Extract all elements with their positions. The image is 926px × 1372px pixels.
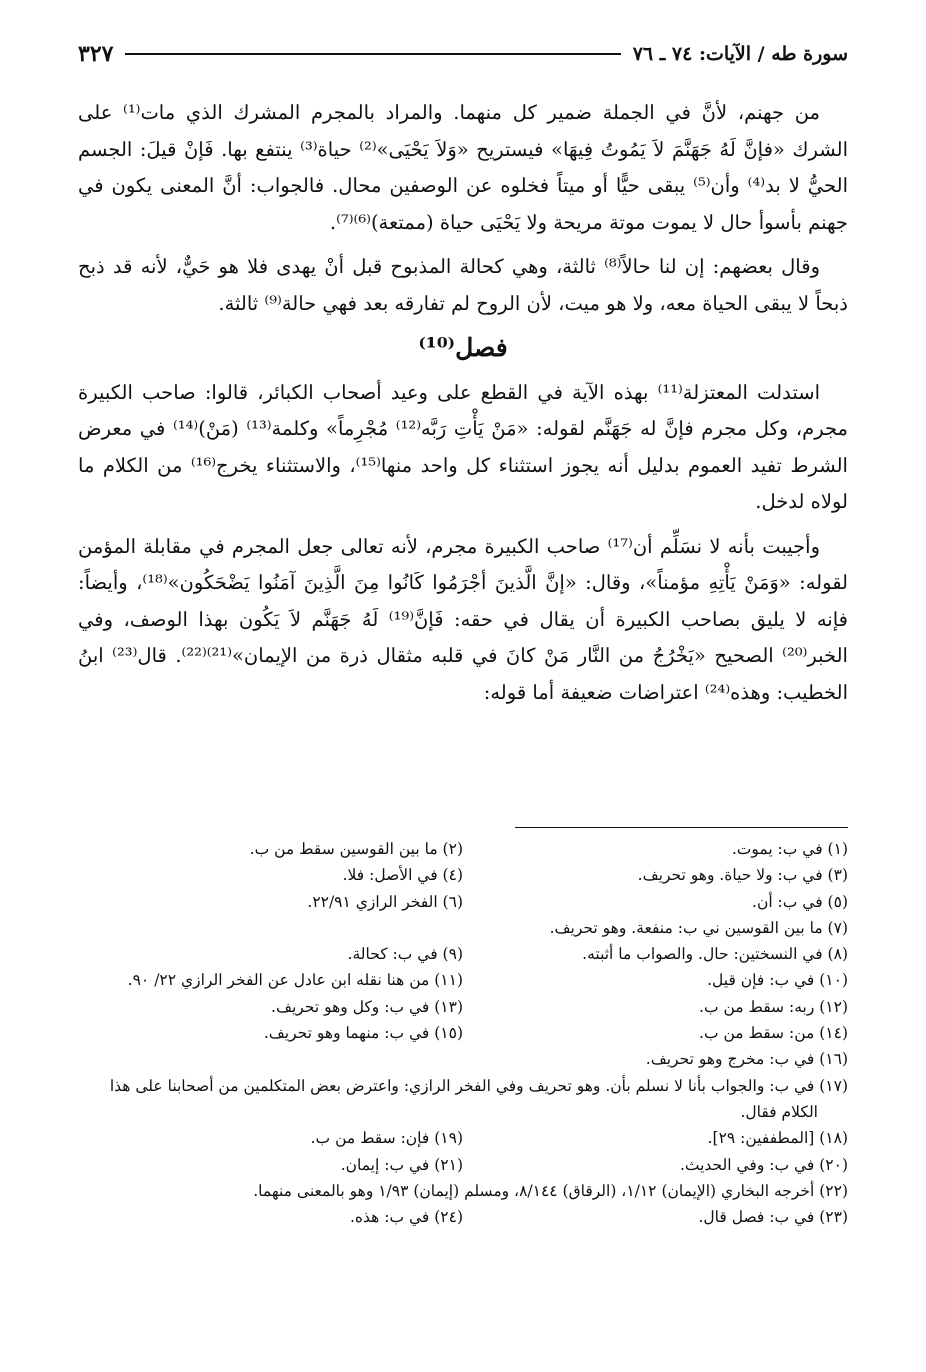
footnote: (٩) في ب: كحالة. xyxy=(347,945,463,964)
footnote-row xyxy=(78,862,848,888)
footnote-row xyxy=(78,1073,848,1126)
footnote-row xyxy=(78,1125,848,1151)
footnote: (٨) في النسختين: حال. والصواب ما أثبته. xyxy=(582,945,848,964)
footnote: (١٨) [المطففين: ٢٩]. xyxy=(707,1129,848,1148)
footnote: (٢١) في ب: إيمان. xyxy=(340,1155,463,1174)
footnote: (٢) ما بين القوسين سقط من ب. xyxy=(249,840,463,858)
footnote: (١٩) فإن: سقط من ب. xyxy=(310,1129,463,1148)
footnote: (٢٤) في ب: هذه. xyxy=(349,1208,463,1227)
footnote: (٢٢) أخرجه البخاري (الإيمان) ١/١٢، (الرقاق) ٨/١٤٤، ومسلم (إيمان) ١/٩٣ وهو بالمعنى منهما. xyxy=(253,1181,848,1200)
footnote: (١٠) في ب: فإن قيل. xyxy=(707,971,848,990)
footnote-row xyxy=(78,967,848,993)
main-text xyxy=(78,95,848,719)
footnote-row xyxy=(78,915,848,941)
footnote-row xyxy=(78,1046,848,1072)
paragraph-1: من جهنم، لأنَّ في الجملة ضمير كل منهما. والمراد بالمجرم المشرك الذي مات⁽¹⁾ على الشرك «فإنَّ لَهُ جَهَنَّمَ لاَ يَمُوتُ فِيهَا» فيستريح «وَلاَ يَحْيَى»⁽²⁾ حياة⁽³⁾ ينتفع بها. فَإنْ قيلَ: الجسم الحيُّ لا بد⁽⁴⁾ وأن⁽⁵⁾ يبقى حيًّا أو ميتاً فخلوه عن الوصفين محال. فالجواب: أنَّ المعنى يكون في جهنم بأسوأ حال لا يموت موتة مريحة ولا يَحْيَى حياة (ممتعة)⁽⁶⁾⁽⁷⁾. xyxy=(78,101,848,234)
footnote: (١٢) ربه: سقط من ب. xyxy=(699,997,848,1016)
footnote-row xyxy=(78,836,848,862)
section-heading: فصل⁽¹⁰⁾ xyxy=(418,333,508,362)
footnote: (١١) من هنا نقله ابن عادل عن الفخر الرازي ٢٢/ ٩٠. xyxy=(127,971,463,990)
surah-title: سورة طه / الآيات: ٧٤ ـ ٧٦ xyxy=(632,43,848,65)
footnote: (٧) ما بين القوسين ني ب: منفعة. وهو تحريف. xyxy=(549,918,848,937)
header-rule xyxy=(125,53,620,55)
footnote: (٦) الفخر الرازي ٢٢/٩١. xyxy=(307,892,463,911)
footnote-row xyxy=(78,1204,848,1230)
paragraph-3: استدلت المعتزلة⁽¹¹⁾ بهذه الآية في القطع على وعيد أصحاب الكبائر، قالوا: صاحب الكبيرة مجرم، وكل مجرم فإنَّ له جَهَنَّم لقوله: «مَنْ يَأْتِ رَبَّه⁽¹²⁾ مُجْرِماً» وكلمة⁽¹³⁾ (مَنْ)⁽¹⁴⁾ في معرض الشرط تفيد العموم بدليل أنه يجوز استثناء كل واحد منها⁽¹⁵⁾، والاستثناء يخرج⁽¹⁶⁾ من الكلام ما لولاه لدخل. xyxy=(78,380,848,513)
footnote-rule xyxy=(515,827,848,828)
footnote-row xyxy=(78,889,848,915)
footnote: (١٤) من: سقط من ب. xyxy=(699,1024,848,1043)
footnote-row xyxy=(78,1020,848,1046)
paragraph-2: وقال بعضهم: إن لنا حالاً⁽⁸⁾ ثالثة، وهي كحالة المذبوح قبل أنْ يهدى فلا هو حَيٌّ، لأنه قد ذبح ذبحاً لا يبقى الحياة معه، ولا هو ميت، لأن الروح لم تفارقه بعد فهي حالة⁽⁹⁾ ثالثة. xyxy=(78,255,848,315)
footnote-row xyxy=(78,941,848,967)
footnote: (١٧) في ب: والجواب بأنا لا نسلم بأن. وهو تحريف وفي الفخر الرازي: واعترض بعض المتكلمين من أصحابنا على هذا الكلام فقال. xyxy=(109,1076,848,1121)
footnote: (١٣) في ب: وكل وهو تحريف. xyxy=(271,997,463,1016)
footnote: (٤) في الأصل: فلا. xyxy=(342,866,463,885)
page-number: ٣٢٧ xyxy=(78,41,114,67)
footnote: (٢٠) في ب: وفي الحديث. xyxy=(679,1155,848,1174)
footnote-row xyxy=(78,1178,848,1204)
footnote: (٣) في ب: ولا حياة. وهو تحريف. xyxy=(637,866,848,885)
footnote-row xyxy=(78,1152,848,1178)
footnote: (١٥) في ب: منهما وهو تحريف. xyxy=(263,1024,463,1043)
footnote: (٢٣) في ب: فصل قال. xyxy=(698,1208,848,1227)
footnote: (١٦) في ب: مخرج وهو تحريف. xyxy=(645,1050,848,1069)
footnote: (٥) في ب: أن. xyxy=(752,892,848,911)
footnote-row xyxy=(78,994,848,1020)
footnote: (١) في ب: يموت. xyxy=(731,840,848,858)
paragraph-4: وأجيبت بأنه لا نسَلِّم أن⁽¹⁷⁾ صاحب الكبيرة مجرم، لأنه تعالى جعل المجرم في مقابلة المؤمن لقوله: «وَمَنْ يَأْتِهِ مؤمناً»، وقال: «إنَّ الَّذينَ أجْرَمُوا كَانُوا مِنَ الَّذِينَ آمَنُوا يَضْحَكُون»⁽¹⁸⁾، وأيضاً: فإنه لا يليق بصاحب الكبيرة أن يقال في حقه: فَإنَّ⁽¹⁹⁾ لَهُ جَهَنَّم لاَ يَكُون بهذا الوصف، وفي الخبر⁽²⁰⁾ الصحيح «يَخْرُجُ من النَّار مَنْ كانَ في قلبه مثقال ذرة من الإيمان»⁽²¹⁾⁽²²⁾. قال⁽²³⁾ ابنُ الخطيب: وهذه⁽²⁴⁾ اعتراضات ضعيفة أما قوله: xyxy=(78,534,849,704)
running-header xyxy=(78,34,848,74)
footnotes xyxy=(78,836,848,1230)
